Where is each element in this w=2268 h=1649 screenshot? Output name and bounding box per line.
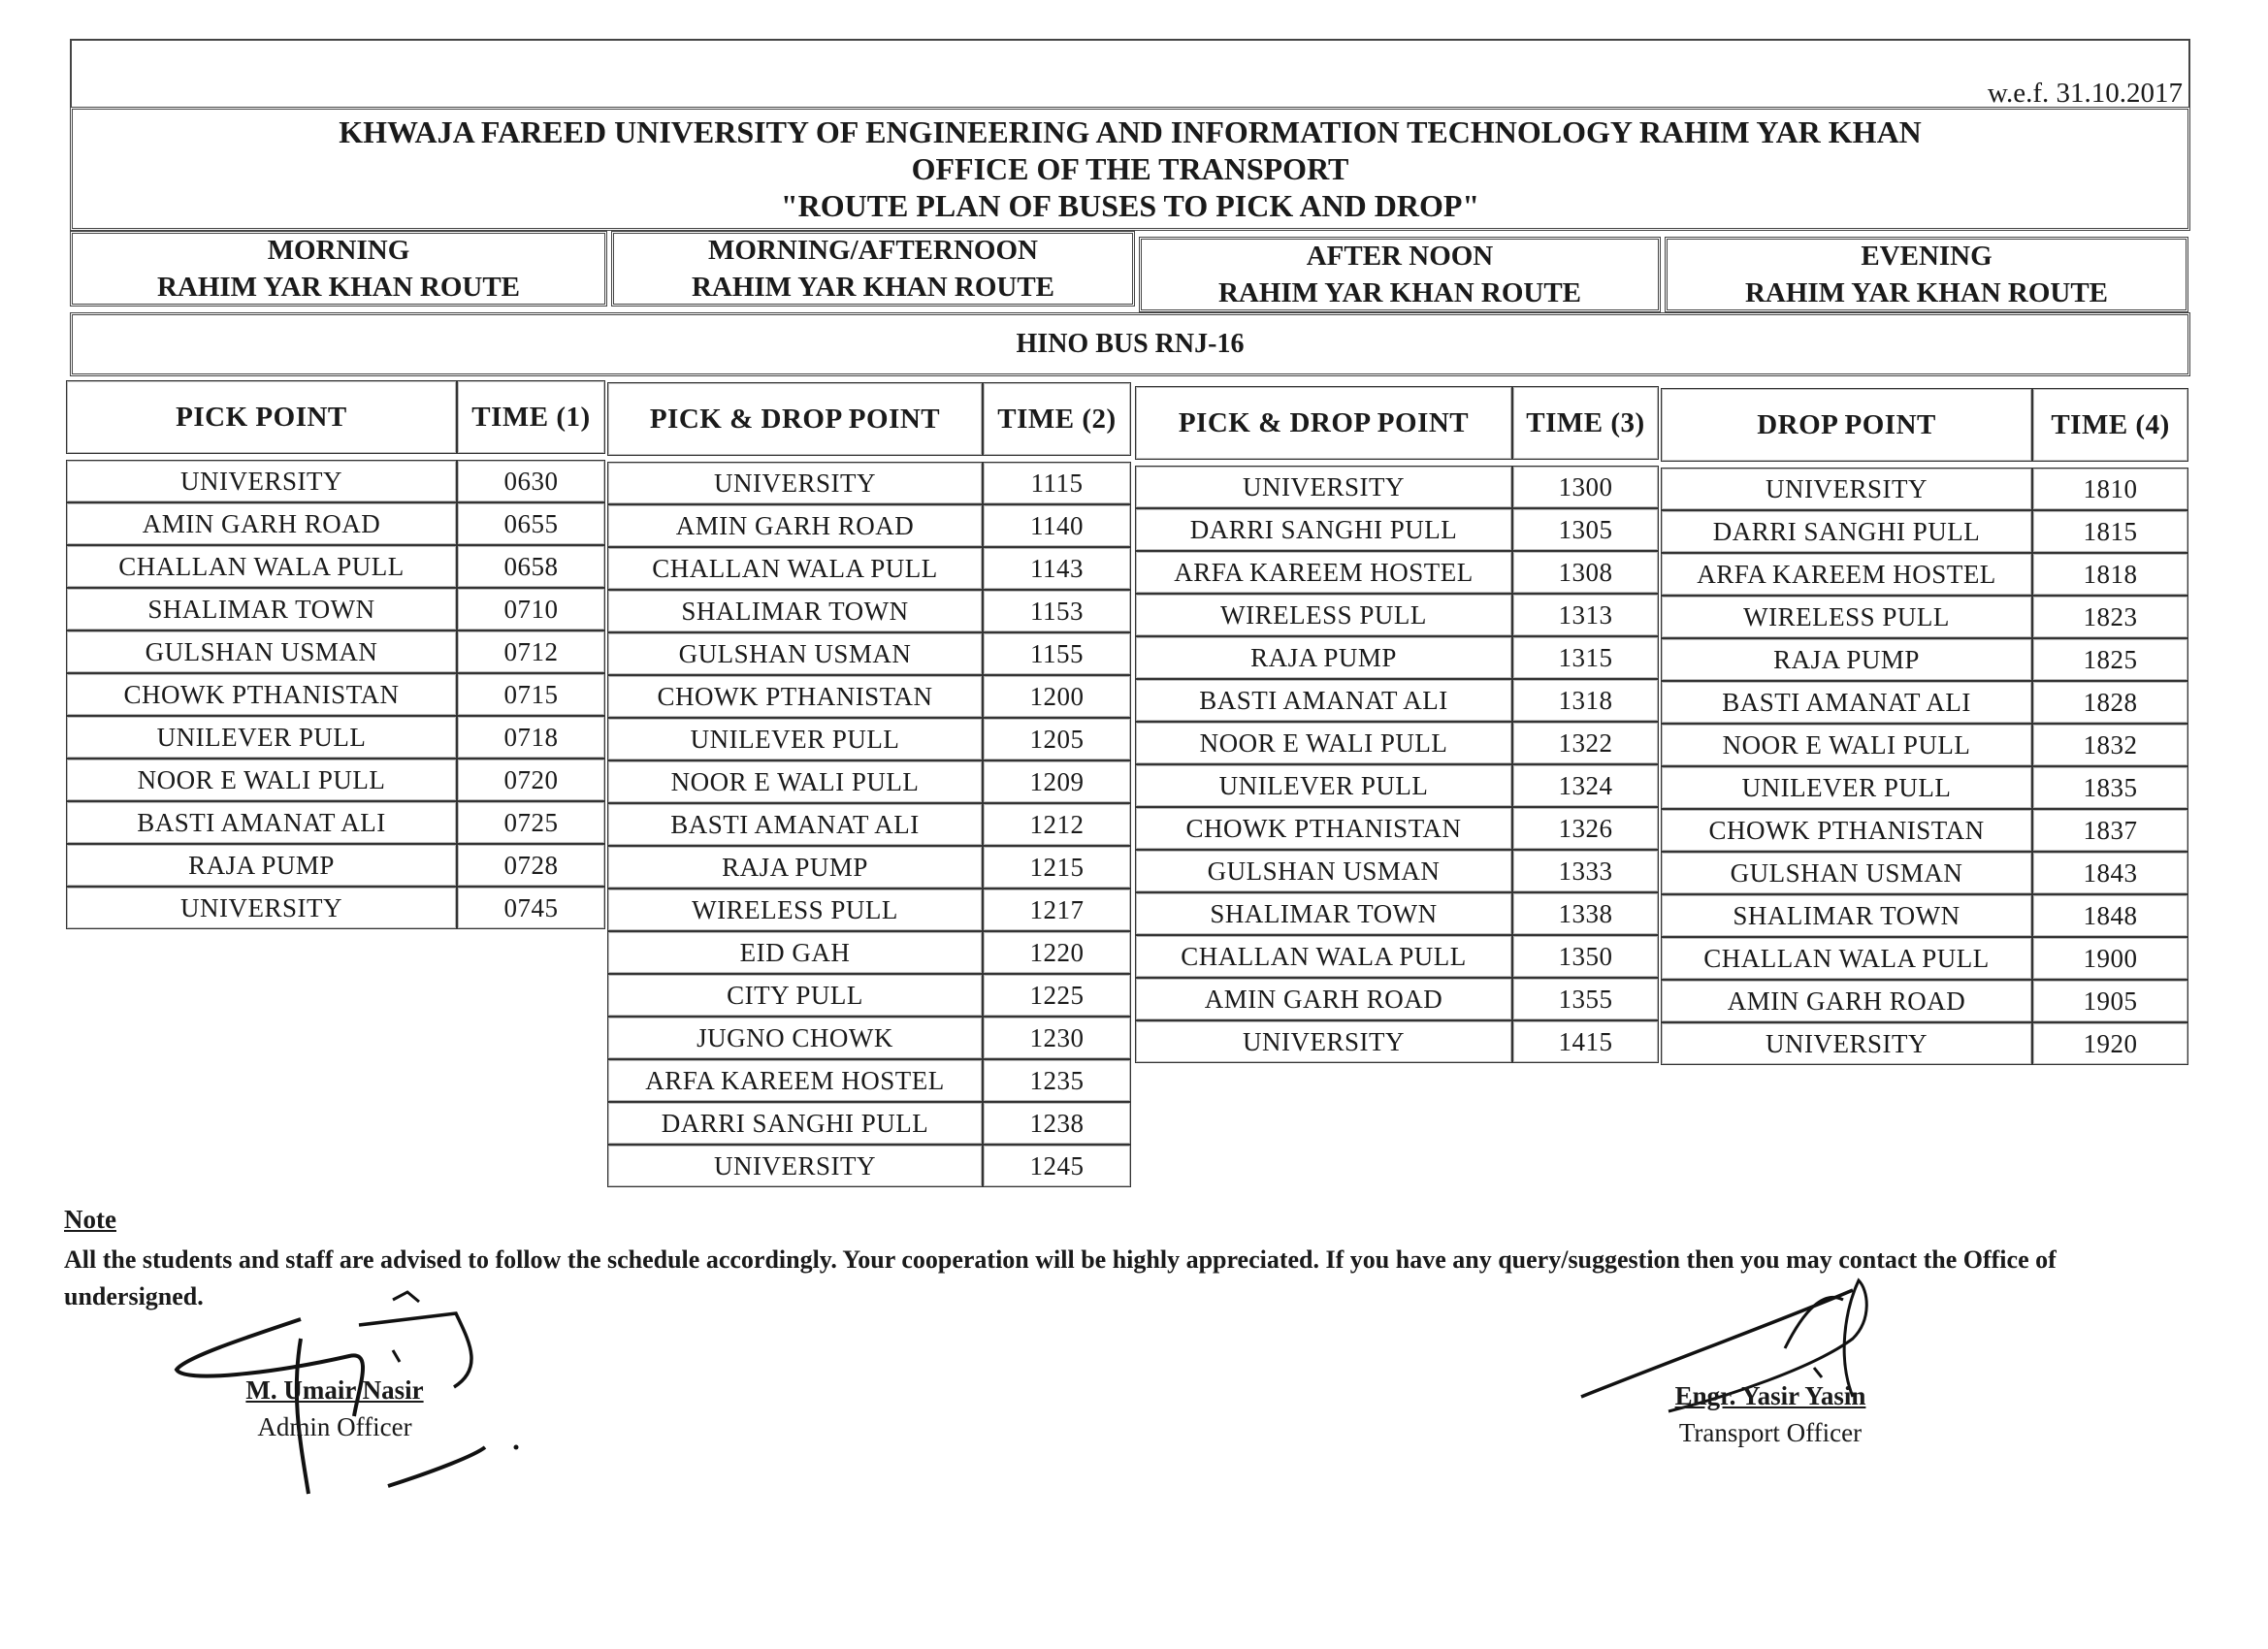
route-name: RAHIM YAR KHAN ROUTE (691, 272, 1055, 303)
route-band-evening (1665, 237, 2188, 312)
table-row (66, 759, 605, 801)
table-row (607, 931, 1131, 974)
column-header-point: PICK POINT (66, 380, 457, 454)
table-row (607, 1059, 1131, 1102)
stop-time: 1324 (1512, 764, 1659, 807)
stop-name: NOOR E WALI PULL (1135, 722, 1512, 764)
route-table-morning (66, 380, 605, 929)
signatory-name-transport: Engr. Yasir Yasin (1674, 1381, 1866, 1410)
table-row (1135, 466, 1659, 508)
column-header-time: TIME (1) (457, 380, 605, 454)
column-header-point: DROP POINT (1661, 388, 2032, 462)
stop-name: DARRI SANGHI PULL (1135, 508, 1512, 551)
table-row (1135, 764, 1659, 807)
stop-time: 0718 (457, 716, 605, 759)
table-row (1661, 894, 2188, 937)
stop-name: NOOR E WALI PULL (66, 759, 457, 801)
table-row (607, 590, 1131, 632)
stop-name: AMIN GARH ROAD (66, 502, 457, 545)
route-band-afternoon (1139, 237, 1661, 312)
stop-name: DARRI SANGHI PULL (1661, 510, 2032, 553)
table-row (1135, 636, 1659, 679)
table-row (1661, 766, 2188, 809)
table-row (1661, 809, 2188, 852)
route-table-morning-afternoon (607, 382, 1131, 1187)
stop-name: EID GAH (607, 931, 983, 974)
stop-time: 1143 (983, 547, 1131, 590)
stop-name: DARRI SANGHI PULL (607, 1102, 983, 1145)
table-row (607, 974, 1131, 1017)
stop-time: 1825 (2032, 638, 2188, 681)
stop-name: ARFA KAREEM HOSTEL (1135, 551, 1512, 594)
stop-time: 1220 (983, 931, 1131, 974)
stop-time: 0715 (457, 673, 605, 716)
route-table-evening (1661, 388, 2188, 1065)
table-row (607, 1102, 1131, 1145)
stop-time: 1115 (983, 462, 1131, 504)
stop-time: 1815 (2032, 510, 2188, 553)
stop-time: 1225 (983, 974, 1131, 1017)
stop-time: 1322 (1512, 722, 1659, 764)
stop-time: 1230 (983, 1017, 1131, 1059)
stop-name: GULSHAN USMAN (1661, 852, 2032, 894)
stop-time: 0712 (457, 630, 605, 673)
stop-name: UNIVERSITY (1661, 1022, 2032, 1065)
stop-name: RAJA PUMP (66, 844, 457, 887)
stop-name: UNIVERSITY (607, 462, 983, 504)
note-heading: Note (64, 1205, 116, 1234)
stop-name: BASTI AMANAT ALI (607, 803, 983, 846)
stop-time: 1837 (2032, 809, 2188, 852)
header-block (70, 107, 2190, 231)
stop-name: RAJA PUMP (1661, 638, 2032, 681)
stop-name: SHALIMAR TOWN (66, 588, 457, 630)
stop-time: 0720 (457, 759, 605, 801)
signatory-role-transport: Transport Officer (1678, 1418, 1863, 1447)
stop-time: 1333 (1512, 850, 1659, 892)
stop-time: 1308 (1512, 551, 1659, 594)
table-row (66, 716, 605, 759)
column-header-point: PICK & DROP POINT (607, 382, 983, 456)
table-row (607, 846, 1131, 889)
stop-time: 0745 (457, 887, 605, 929)
table-row (1135, 978, 1659, 1020)
table-row (66, 844, 605, 887)
note-text: All the students and staff are advised to follow the schedule accordingly. Your cooperation will be highly appreciated. If you have any query/suggestion then you may contact the Office of undersigned. (64, 1245, 2057, 1310)
stop-time: 0630 (457, 460, 605, 502)
table-row (607, 718, 1131, 760)
stop-name: UNIVERSITY (66, 887, 457, 929)
table-row (1661, 468, 2188, 510)
stop-time: 1900 (2032, 937, 2188, 980)
table-row (1661, 681, 2188, 724)
table-body (66, 460, 605, 929)
stop-time: 0728 (457, 844, 605, 887)
stop-name: CHALLAN WALA PULL (607, 547, 983, 590)
stop-time: 1326 (1512, 807, 1659, 850)
stop-time: 1205 (983, 718, 1131, 760)
stop-time: 1238 (983, 1102, 1131, 1145)
table-row (1661, 980, 2188, 1022)
stop-name: UNILEVER PULL (1135, 764, 1512, 807)
table-row (1135, 594, 1659, 636)
stop-name: ARFA KAREEM HOSTEL (1661, 553, 2032, 596)
stop-name: GULSHAN USMAN (1135, 850, 1512, 892)
stop-time: 1905 (2032, 980, 2188, 1022)
stop-name: UNIVERSITY (1135, 1020, 1512, 1063)
stop-name: UNIVERSITY (66, 460, 457, 502)
table-row (66, 588, 605, 630)
route-period: AFTER NOON (1306, 241, 1494, 272)
stop-time: 0655 (457, 502, 605, 545)
bus-label: HINO BUS RNJ-16 (70, 312, 2190, 376)
stop-name: CHOWK PTHANISTAN (1135, 807, 1512, 850)
table-row (1135, 551, 1659, 594)
table-row (66, 673, 605, 716)
route-band-morning (70, 231, 607, 307)
stop-time: 1415 (1512, 1020, 1659, 1063)
table-row (66, 630, 605, 673)
stop-time: 1215 (983, 846, 1131, 889)
table-row (607, 462, 1131, 504)
stop-name: RAJA PUMP (607, 846, 983, 889)
stop-time: 1920 (2032, 1022, 2188, 1065)
stop-time: 1200 (983, 675, 1131, 718)
plan-title: "ROUTE PLAN OF BUSES TO PICK AND DROP" (780, 188, 1480, 223)
stop-time: 1843 (2032, 852, 2188, 894)
stop-name: CHOWK PTHANISTAN (66, 673, 457, 716)
stop-time: 1153 (983, 590, 1131, 632)
stop-name: UNIVERSITY (1661, 468, 2032, 510)
stop-time: 1832 (2032, 724, 2188, 766)
signatory-name-admin: M. Umair Nasir (245, 1375, 424, 1405)
effective-date: w.e.f. 31.10.2017 (1987, 78, 2183, 109)
stop-name: UNILEVER PULL (66, 716, 457, 759)
stop-time: 0658 (457, 545, 605, 588)
signatory-role-admin: Admin Officer (257, 1412, 412, 1441)
table-body (1661, 468, 2188, 1065)
stop-time: 1212 (983, 803, 1131, 846)
route-period: EVENING (1861, 241, 1993, 272)
stop-time: 1350 (1512, 935, 1659, 978)
route-name: RAHIM YAR KHAN ROUTE (1217, 277, 1582, 308)
table-row (1661, 510, 2188, 553)
table-row (66, 887, 605, 929)
table-row (1661, 596, 2188, 638)
table-row (66, 545, 605, 588)
stop-time: 1155 (983, 632, 1131, 675)
table-row (1661, 852, 2188, 894)
table-body (607, 462, 1131, 1187)
table-row (1135, 935, 1659, 978)
table-row (1661, 724, 2188, 766)
table-row (66, 801, 605, 844)
column-header-time: TIME (3) (1512, 386, 1659, 460)
stop-name: NOOR E WALI PULL (607, 760, 983, 803)
stop-name: AMIN GARH ROAD (607, 504, 983, 547)
route-name: RAHIM YAR KHAN ROUTE (156, 272, 521, 303)
stop-time: 1338 (1512, 892, 1659, 935)
table-row (1135, 679, 1659, 722)
stop-name: BASTI AMANAT ALI (1135, 679, 1512, 722)
stop-time: 1305 (1512, 508, 1659, 551)
table-row (1135, 892, 1659, 935)
stop-time: 1318 (1512, 679, 1659, 722)
stop-time: 1313 (1512, 594, 1659, 636)
route-period: MORNING (267, 235, 410, 266)
stop-name: SHALIMAR TOWN (1661, 894, 2032, 937)
route-table-afternoon (1135, 386, 1659, 1063)
table-row (1661, 937, 2188, 980)
table-row (607, 632, 1131, 675)
stop-name: CHALLAN WALA PULL (1135, 935, 1512, 978)
stop-name: CHALLAN WALA PULL (1661, 937, 2032, 980)
stop-name: NOOR E WALI PULL (1661, 724, 2032, 766)
stop-time: 1245 (983, 1145, 1131, 1187)
stop-time: 1140 (983, 504, 1131, 547)
stop-name: JUGNO CHOWK (607, 1017, 983, 1059)
stop-name: SHALIMAR TOWN (607, 590, 983, 632)
table-row (1661, 553, 2188, 596)
column-header-time: TIME (2) (983, 382, 1131, 456)
table-row (607, 1145, 1131, 1187)
stop-name: CITY PULL (607, 974, 983, 1017)
stop-name: WIRELESS PULL (1135, 594, 1512, 636)
stop-name: UNIVERSITY (1135, 466, 1512, 508)
stop-time: 0710 (457, 588, 605, 630)
stop-name: WIRELESS PULL (1661, 596, 2032, 638)
table-row (607, 547, 1131, 590)
table-row (607, 675, 1131, 718)
stop-time: 1217 (983, 889, 1131, 931)
stop-time: 1300 (1512, 466, 1659, 508)
stop-name: AMIN GARH ROAD (1661, 980, 2032, 1022)
table-row (1135, 807, 1659, 850)
stop-name: CHALLAN WALA PULL (66, 545, 457, 588)
stop-name: RAJA PUMP (1135, 636, 1512, 679)
stop-time: 1823 (2032, 596, 2188, 638)
stop-time: 0725 (457, 801, 605, 844)
table-row (1135, 850, 1659, 892)
stop-name: CHOWK PTHANISTAN (1661, 809, 2032, 852)
stop-time: 1828 (2032, 681, 2188, 724)
column-header-time: TIME (4) (2032, 388, 2188, 462)
stop-name: BASTI AMANAT ALI (1661, 681, 2032, 724)
university-title: KHWAJA FAREED UNIVERSITY OF ENGINEERING AND INFORMATION TECHNOLOGY RAHIM YAR KHAN (339, 114, 1922, 149)
stop-name: ARFA KAREEM HOSTEL (607, 1059, 983, 1102)
table-row (607, 760, 1131, 803)
stop-name: GULSHAN USMAN (607, 632, 983, 675)
table-row (607, 889, 1131, 931)
stop-time: 1355 (1512, 978, 1659, 1020)
stop-time: 1315 (1512, 636, 1659, 679)
stop-time: 1810 (2032, 468, 2188, 510)
table-row (1661, 1022, 2188, 1065)
route-period: MORNING/AFTERNOON (708, 235, 1038, 266)
table-row (1135, 508, 1659, 551)
table-row (1135, 722, 1659, 764)
stop-time: 1848 (2032, 894, 2188, 937)
stop-name: UNILEVER PULL (1661, 766, 2032, 809)
table-body (1135, 466, 1659, 1063)
document-frame (70, 39, 2190, 107)
stop-name: SHALIMAR TOWN (1135, 892, 1512, 935)
stop-time: 1235 (983, 1059, 1131, 1102)
stop-name: WIRELESS PULL (607, 889, 983, 931)
stop-time: 1835 (2032, 766, 2188, 809)
column-header-point: PICK & DROP POINT (1135, 386, 1512, 460)
route-name: RAHIM YAR KHAN ROUTE (1744, 277, 2109, 308)
route-band-morning-afternoon (611, 231, 1135, 307)
stop-name: UNIVERSITY (607, 1145, 983, 1187)
stop-name: GULSHAN USMAN (66, 630, 457, 673)
table-row (607, 504, 1131, 547)
table-row (607, 1017, 1131, 1059)
table-row (66, 460, 605, 502)
stop-time: 1818 (2032, 553, 2188, 596)
stop-name: CHOWK PTHANISTAN (607, 675, 983, 718)
stop-time: 1209 (983, 760, 1131, 803)
table-row (1661, 638, 2188, 681)
table-row (1135, 1020, 1659, 1063)
stop-name: AMIN GARH ROAD (1135, 978, 1512, 1020)
table-row (66, 502, 605, 545)
office-title: OFFICE OF THE TRANSPORT (911, 151, 1349, 186)
table-row (607, 803, 1131, 846)
stop-name: BASTI AMANAT ALI (66, 801, 457, 844)
stop-name: UNILEVER PULL (607, 718, 983, 760)
